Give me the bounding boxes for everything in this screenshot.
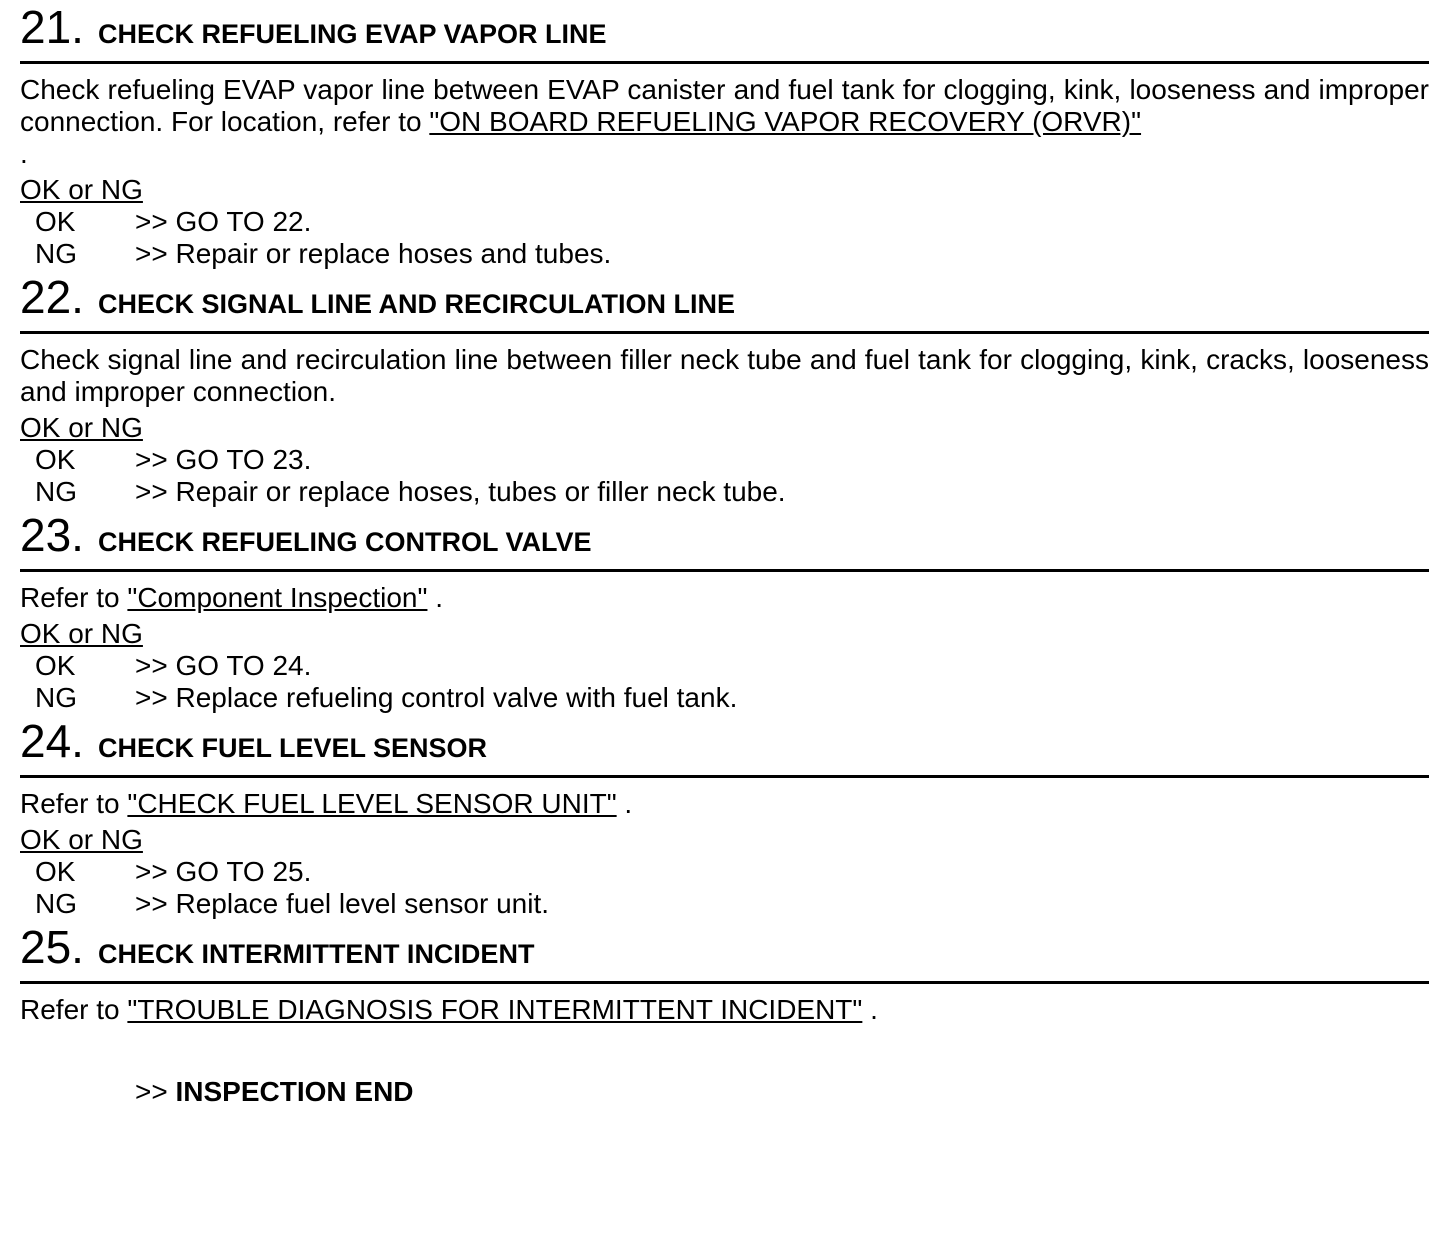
step-header [20, 0, 1429, 64]
step-title: CHECK SIGNAL LINE AND RECIRCULATION LINE [97, 289, 735, 319]
ok-or-ng-heading: OK or NG [20, 412, 143, 443]
ng-row [20, 476, 1429, 508]
ng-row [20, 238, 1429, 270]
ng-label: NG [35, 476, 77, 507]
step-link[interactable]: "Component Inspection" [127, 582, 428, 613]
ok-label: OK [35, 206, 76, 237]
ng-action: >> Repair or replace hoses and tubes. [135, 238, 612, 269]
ok-row [20, 444, 1429, 476]
step-dot: . [71, 1, 84, 53]
step-description [20, 788, 1429, 820]
step-header [20, 920, 1429, 984]
ng-action: >> Replace refueling control valve with fuel tank. [135, 682, 738, 713]
step-description [20, 994, 1429, 1026]
step-text-after: . [616, 788, 633, 819]
step-description [20, 344, 1429, 408]
step-dot: . [71, 715, 84, 767]
step-dot: . [71, 921, 84, 973]
ng-row [20, 888, 1429, 920]
step-title: CHECK INTERMITTENT INCIDENT [97, 939, 535, 969]
ok-or-ng-heading: OK or NG [20, 174, 143, 205]
ok-row [20, 206, 1429, 238]
step-text-after: . [862, 994, 878, 1025]
inspection-end [20, 1076, 1429, 1108]
step-text: Check refueling EVAP vapor line between EVAP canister and fuel tank for clogging, kink, looseness and improper connection. For location, refer to [20, 74, 1429, 137]
step-description [20, 74, 1429, 138]
ok-label: OK [35, 856, 76, 887]
ng-action: >> Replace fuel level sensor unit. [135, 888, 550, 919]
step-text: Refer to [20, 994, 128, 1025]
ok-row [20, 650, 1429, 682]
ok-row [20, 856, 1429, 888]
ng-label: NG [35, 238, 77, 269]
step-24 [20, 714, 1429, 920]
step-text: Check signal line and recirculation line between filler neck tube and fuel tank for clogging, kink, cracks, looseness and improper connection. [20, 344, 1429, 407]
step-number: 25 [20, 921, 72, 973]
ng-action: >> Repair or replace hoses, tubes or filler neck tube. [135, 476, 786, 507]
ok-action: >> GO TO 22. [135, 206, 312, 237]
step-25 [20, 920, 1429, 1026]
step-number: 22 [20, 271, 72, 323]
ok-label: OK [35, 650, 76, 681]
ok-label: OK [35, 444, 76, 475]
ok-or-ng-heading: OK or NG [20, 618, 143, 649]
step-link[interactable]: "TROUBLE DIAGNOSIS FOR INTERMITTENT INCIDENT" [127, 994, 863, 1025]
ok-action: >> GO TO 23. [135, 444, 312, 475]
step-number: 23 [20, 509, 72, 561]
step-text-after: . [427, 582, 444, 613]
step-text: Refer to [20, 582, 128, 613]
step-22 [20, 270, 1429, 508]
step-23 [20, 508, 1429, 714]
end-label: INSPECTION END [175, 1076, 414, 1107]
ng-label: NG [35, 682, 77, 713]
step-dot: . [71, 271, 84, 323]
step-link[interactable]: "CHECK FUEL LEVEL SENSOR UNIT" [127, 788, 617, 819]
step-header [20, 714, 1429, 778]
ng-label: NG [35, 888, 77, 919]
step-link[interactable]: "ON BOARD REFUELING VAPOR RECOVERY (ORVR)" [429, 106, 1142, 137]
ng-row [20, 682, 1429, 714]
step-text: Refer to [20, 788, 128, 819]
step-dot: . [71, 509, 84, 561]
step-text-after: . [20, 138, 28, 169]
step-title: CHECK REFUELING CONTROL VALVE [97, 527, 592, 557]
step-number: 24 [20, 715, 72, 767]
ok-action: >> GO TO 25. [135, 856, 312, 887]
step-21 [20, 0, 1429, 270]
step-number: 21 [20, 1, 72, 53]
step-title: CHECK REFUELING EVAP VAPOR LINE [97, 19, 607, 49]
end-prefix: >> [135, 1076, 176, 1107]
ok-action: >> GO TO 24. [135, 650, 312, 681]
document-page [20, 0, 1429, 1108]
step-title: CHECK FUEL LEVEL SENSOR [97, 733, 488, 763]
step-description [20, 582, 1429, 614]
step-header [20, 508, 1429, 572]
ok-or-ng-heading: OK or NG [20, 824, 143, 855]
step-header [20, 270, 1429, 334]
